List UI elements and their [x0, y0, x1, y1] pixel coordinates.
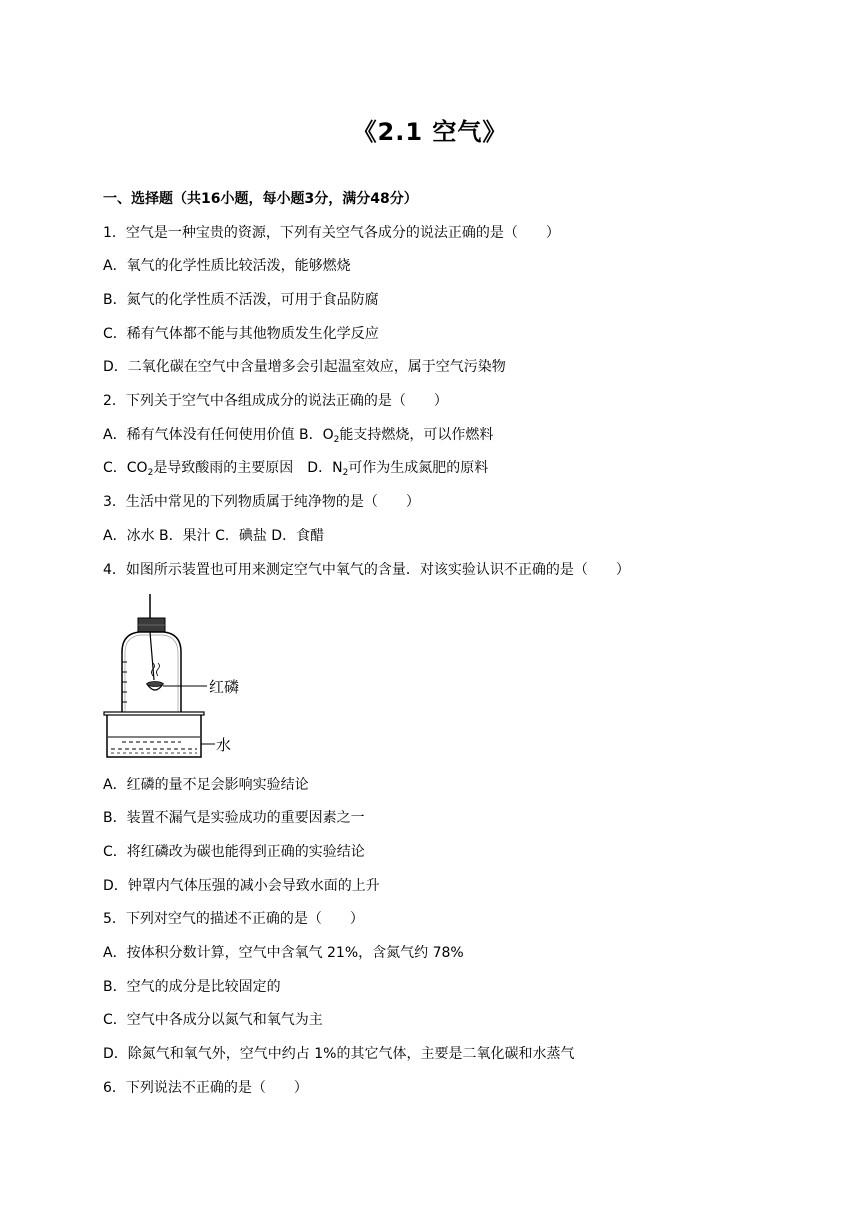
question-4-option-d: D．钟罩内气体压强的减小会导致水面的上升	[103, 878, 380, 894]
q2-ab-text-2: 能支持燃烧，可以作燃料	[339, 427, 494, 443]
subscript: 2	[333, 435, 340, 445]
page-title: 《2.1 空气》	[352, 118, 508, 146]
q2-cd-text: C．CO	[103, 460, 148, 476]
question-1-option-b: B．氮气的化学性质不活泼，可用于食品防腐	[103, 292, 379, 308]
question-3-options: A．冰水 B．果汁 C．碘盐 D．食醋	[103, 528, 325, 544]
question-5-option-a: A．按体积分数计算，空气中含氧气 21%，含氮气约 78%	[103, 945, 464, 961]
question-2-stem: 2．下列关于空气中各组成成分的说法正确的是（ ）	[103, 393, 448, 409]
question-3-stem: 3．生活中常见的下列物质属于纯净物的是（ ）	[103, 494, 420, 510]
question-4-option-c: C．将红磷改为碳也能得到正确的实验结论	[103, 844, 365, 860]
question-4-option-b: B．装置不漏气是实验成功的重要因素之一	[103, 810, 365, 826]
q2-cd-text-2: 是导致酸雨的主要原因 D．N	[153, 460, 343, 476]
question-1-option-a: A．氧气的化学性质比较活泼，能够燃烧	[103, 258, 351, 274]
question-1-option-c: C．稀有气体都不能与其他物质发生化学反应	[103, 326, 379, 342]
question-5-option-b: B．空气的成分是比较固定的	[103, 979, 281, 995]
question-2-options-cd	[103, 458, 488, 483]
question-2-options-ab	[103, 425, 493, 450]
question-5-option-c: C．空气中各成分以氮气和氧气为主	[103, 1012, 323, 1028]
question-4-stem: 4．如图所示装置也可用来测定空气中氧气的含量．对该实验认识不正确的是（ ）	[103, 562, 630, 578]
question-1-option-d: D．二氧化碳在空气中含量增多会引起温室效应，属于空气污染物	[103, 359, 506, 375]
subscript: 2	[147, 468, 154, 478]
phosphorus-label: 红磷	[209, 678, 240, 696]
q2-cd-text-3: 可作为生成氮肥的原料	[348, 460, 489, 476]
section-heading: 一、选择题（共16小题，每小题3分，满分48分）	[103, 191, 418, 207]
question-5-stem: 5．下列对空气的描述不正确的是（ ）	[103, 911, 364, 927]
subscript: 2	[342, 468, 349, 478]
question-6-stem: 6．下列说法不正确的是（ ）	[103, 1080, 308, 1096]
bell-jar-figure	[103, 592, 245, 764]
question-1-stem: 1．空气是一种宝贵的资源，下列有关空气各成分的说法正确的是（ ）	[103, 225, 560, 241]
water-label: 水	[216, 736, 232, 754]
question-4-option-a: A．红磷的量不足会影响实验结论	[103, 777, 309, 793]
bell-jar-diagram	[103, 592, 245, 764]
question-5-option-d: D．除氮气和氧气外，空气中约占 1%的其它气体，主要是二氧化碳和水蒸气	[103, 1046, 575, 1062]
q2-ab-text: A．稀有气体没有任何使用价值 B．O	[103, 427, 334, 443]
